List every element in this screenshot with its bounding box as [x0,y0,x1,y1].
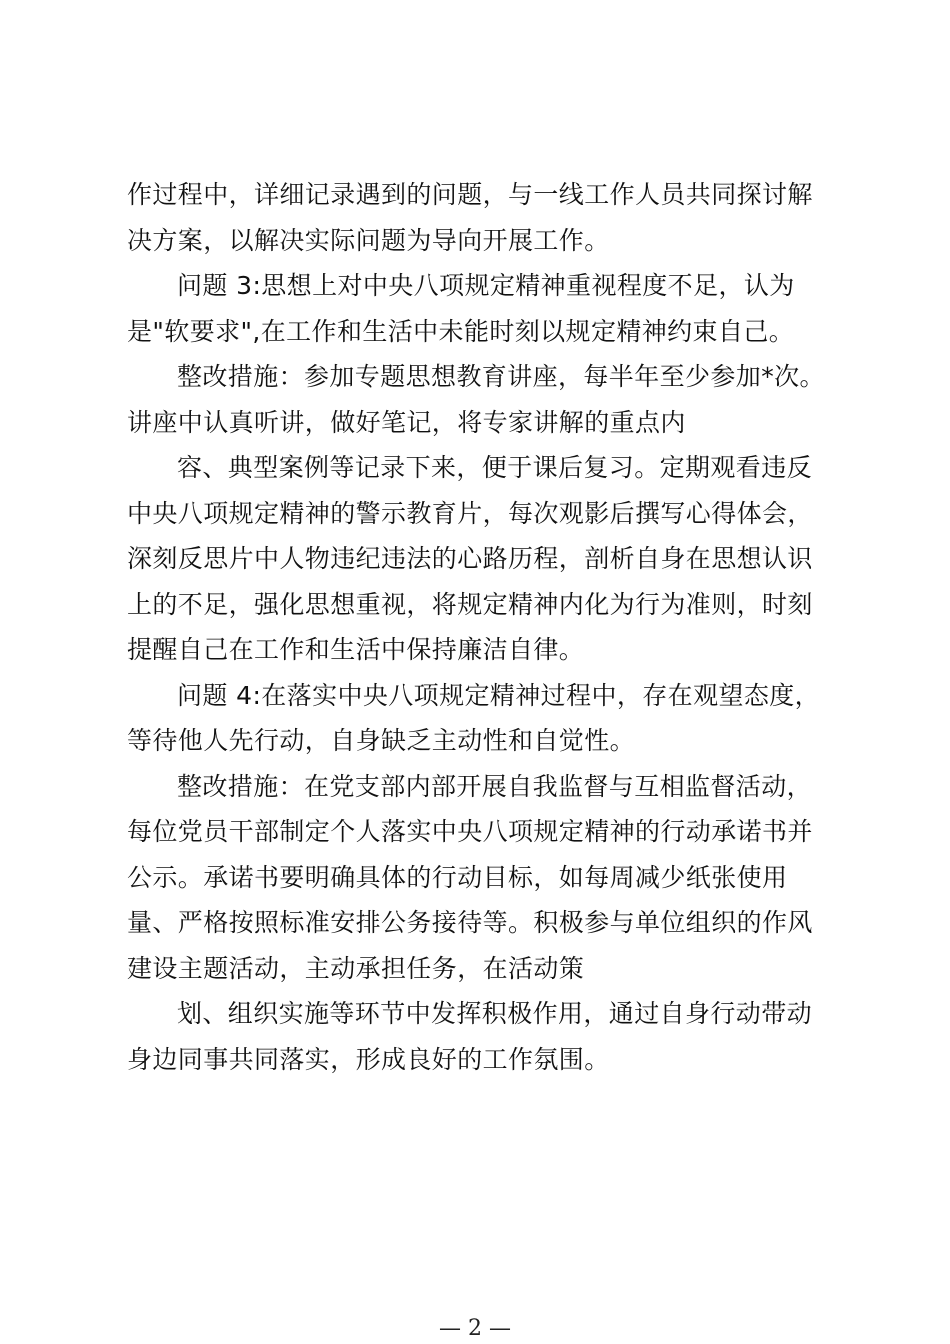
text-line: 深刻反思片中人物违纪违法的心路历程，剖析自身在思想认识 [127,544,813,573]
text-line: 讲座中认真听讲，做好笔记，将专家讲解的重点内 [127,407,686,437]
document-body [127,172,827,1082]
text-line: 上的不足，强化思想重视，将规定精神内化为行为准则，时刻 [127,589,813,619]
text-line: 公示。承诺书要明确具体的行动目标，如每周减少纸张使用 [127,862,788,892]
page-number: — 2 — [439,1316,511,1341]
text-line: 划、组织实施等环节中发挥积极作用，通过自身行动带动 [177,999,813,1028]
text-line: 提醒自己在工作和生活中保持廉洁自律。 [127,635,585,664]
measure-3-heading: 整改措施：参加专题思想教育讲座，每半年至少参加*次。 [177,362,825,391]
text-line: 每位党员干部制定个人落实中央八项规定精神的行动承诺书并 [127,817,813,846]
issue-4-heading: 问题 4:在落实中央八项规定精神过程中，存在观望态度， [177,680,821,710]
text-line: 身边同事共同落实，形成良好的工作氛围。 [127,1044,610,1074]
measure-4-heading: 整改措施：在党支部内部开展自我监督与互相监督活动， [177,771,813,801]
text-line: 量、严格按照标准安排公务接待等。积极参与单位组织的作风 [127,908,813,937]
text-line: 中央八项规定精神的警示教育片，每次观影后撰写心得体会， [127,498,813,528]
text-line: 容、典型案例等记录下来，便于课后复习。定期观看违反 [177,453,813,482]
text-line: 决方案，以解决实际问题为导向开展工作。 [127,225,610,255]
text-line: 建设主题活动，主动承担任务，在活动策 [127,953,585,983]
text-line: 是"软要求",在工作和生活中未能时刻以规定精神约束自己。 [127,316,795,346]
text-line: 作过程中，详细记录遇到的问题，与一线工作人员共同探讨解 [127,180,813,209]
text-line: 等待他人先行动，自身缺乏主动性和自觉性。 [127,726,636,755]
issue-3-heading: 问题 3:思想上对中央八项规定精神重视程度不足，认为 [177,271,795,300]
